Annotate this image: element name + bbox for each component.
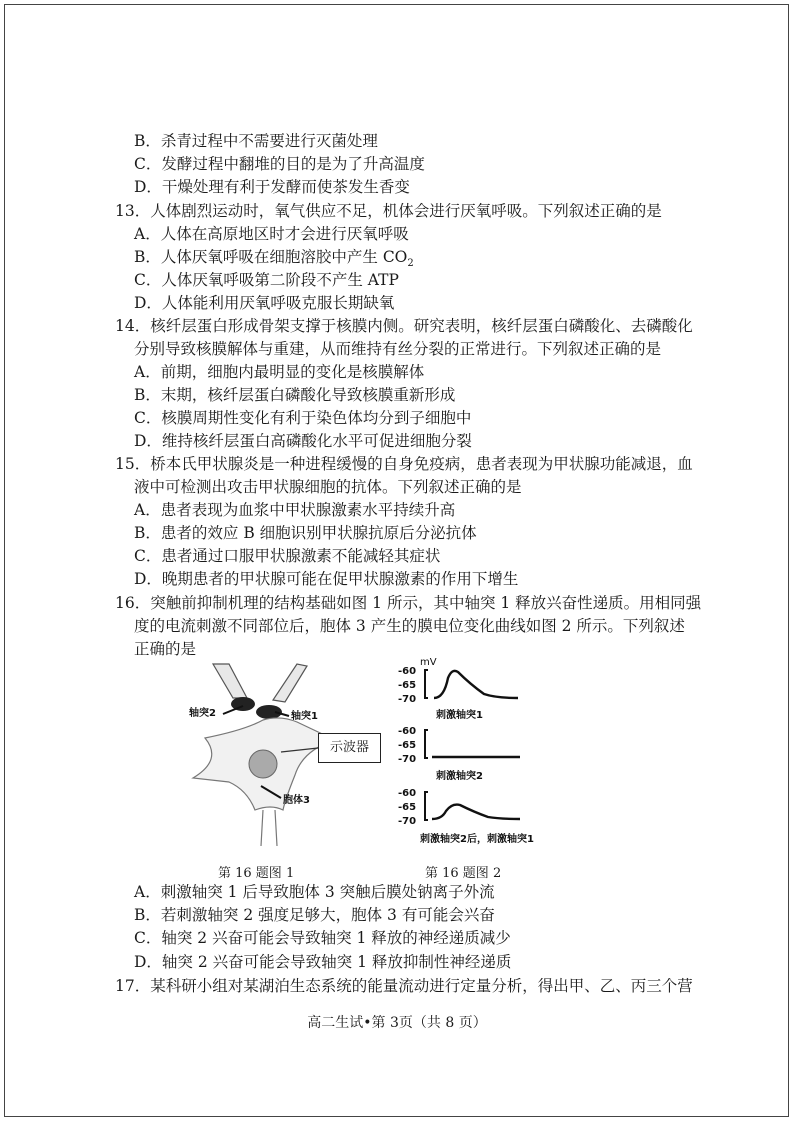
panel1 [398,666,518,721]
panel3-axis [425,792,428,820]
panel2-tick-65: -65 [398,740,417,751]
q16-option-c: C．轴突 2 兴奋可能会导致轴突 1 释放的神经递质减少 [134,929,511,947]
mv-unit-label: mV [420,657,437,668]
q14-option-b: B．末期，核纤层蛋白磷酸化导致核膜重新形成 [134,386,456,404]
q16-stem-line2: 度的电流刺激不同部位后，胞体 3 产生的膜电位变化曲线如图 2 所示。下列叙述 [134,617,685,635]
q15-stem-line2: 液中可检测出攻击甲状腺细胞的抗体。下列叙述正确的是 [134,478,522,496]
panel2-axis [425,730,428,758]
q15-option-c: C．患者通过口服甲状腺激素不能减轻其症状 [134,547,441,565]
q15-option-d: D．晚期患者的甲状腺可能在促甲状腺激素的作用下增生 [134,570,519,588]
panel3 [398,788,534,845]
q16-option-a: A．刺激轴突 1 后导致胞体 3 突触后膜处钠离子外流 [134,883,495,901]
figure1-caption: 第 16 题图 1 [218,866,295,881]
q15-option-b: B．患者的效应 B 细胞识别甲状腺抗原后分泌抗体 [134,524,477,542]
q16-stem-line3: 正确的是 [134,640,197,658]
q14-option-d: D．维持核纤层蛋白高磷酸化水平可促进细胞分裂 [134,432,472,450]
q12-option-b: B．杀青过程中不需要进行灭菌处理 [134,132,378,150]
panel1-tick-70: -70 [398,694,417,705]
q12-option-c: C．发酵过程中翻堆的目的是为了升高温度 [134,155,425,173]
panel1-label: 刺激轴突1 [436,710,483,721]
q13-option-b-subscript: 2 [407,258,414,270]
oscilloscope-box: 示波器 [318,733,381,763]
panel2-label: 刺激轴突2 [436,771,483,782]
q16-option-d: D．轴突 2 兴奋可能会导致轴突 1 释放抑制性神经递质 [134,953,512,971]
soma3-axon [261,810,277,846]
soma3-label: 胞体3 [283,795,310,806]
panel3-curve [432,805,520,819]
panel3-tick-70: -70 [398,816,417,827]
panel3-label: 刺激轴突2后，刺激轴突1 [420,834,534,845]
nucleus-shape [249,750,277,778]
panel2-tick-60: -60 [398,726,417,737]
q13-option-c: C．人体厌氧呼吸第二阶段不产生 ATP [134,271,399,289]
q16-option-b: B．若刺激轴突 2 强度足够大，胞体 3 有可能会兴奋 [134,906,495,924]
figure2-caption: 第 16 题图 2 [425,866,502,881]
axon1-shape [273,664,307,702]
q14-stem-line2: 分别导致核膜解体与重建，从而维持有丝分裂的正常进行。下列叙述正确的是 [134,340,662,358]
q16-stem-line1: 16．突触前抑制机理的结构基础如图 1 所示，其中轴突 1 释放兴奋性递质。用相同强 [115,594,702,612]
panel1-axis [425,670,428,698]
panel1-curve [434,671,518,698]
q13-stem: 13．人体剧烈运动时，氧气供应不足，机体会进行厌氧呼吸。下列叙述正确的是 [115,202,662,220]
q12-option-d: D．干燥处理有利于发酵而使茶发生香变 [134,178,410,196]
q13-option-a: A．人体在高原地区时才会进行厌氧呼吸 [134,225,409,243]
q14-stem-line1: 14．核纤层蛋白形成骨架支撑于核膜内侧。研究表明，核纤层蛋白磷酸化、去磷酸化 [115,317,693,335]
q14-option-a: A．前期，细胞内最明显的变化是核膜解体 [134,363,425,381]
panel1-tick-60: -60 [398,666,417,677]
q15-stem-line1: 15．桥本氏甲状腺炎是一种进程缓慢的自身免疫病，患者表现为甲状腺功能减退，血 [115,455,693,473]
q16-figure2-potential-curves [392,656,562,856]
panel2-tick-70: -70 [398,754,417,765]
q13-option-d: D．人体能利用厌氧呼吸克服长期缺氧 [134,294,395,312]
q14-option-c: C．核膜周期性变化有利于染色体均分到子细胞中 [134,409,472,427]
axon2-label: 轴突2 [189,708,216,719]
page-footer: 高二生试•第 3页（共 8 页） [307,1015,487,1031]
q15-option-a: A．患者表现为血浆中甲状腺激素水平持续升高 [134,501,456,519]
axon1-label: 轴突1 [291,711,318,722]
q13-option-b-text: B．人体厌氧呼吸在细胞溶胶中产生 CO [134,248,408,266]
axon2-shape [213,664,247,698]
q17-stem-line1: 17．某科研小组对某湖泊生态系统的能量流动进行定量分析，得出甲、乙、丙三个营 [115,977,693,995]
panel3-tick-65: -65 [398,802,417,813]
panel1-tick-65: -65 [398,680,417,691]
panel3-tick-60: -60 [398,788,417,799]
panel2 [398,726,520,782]
